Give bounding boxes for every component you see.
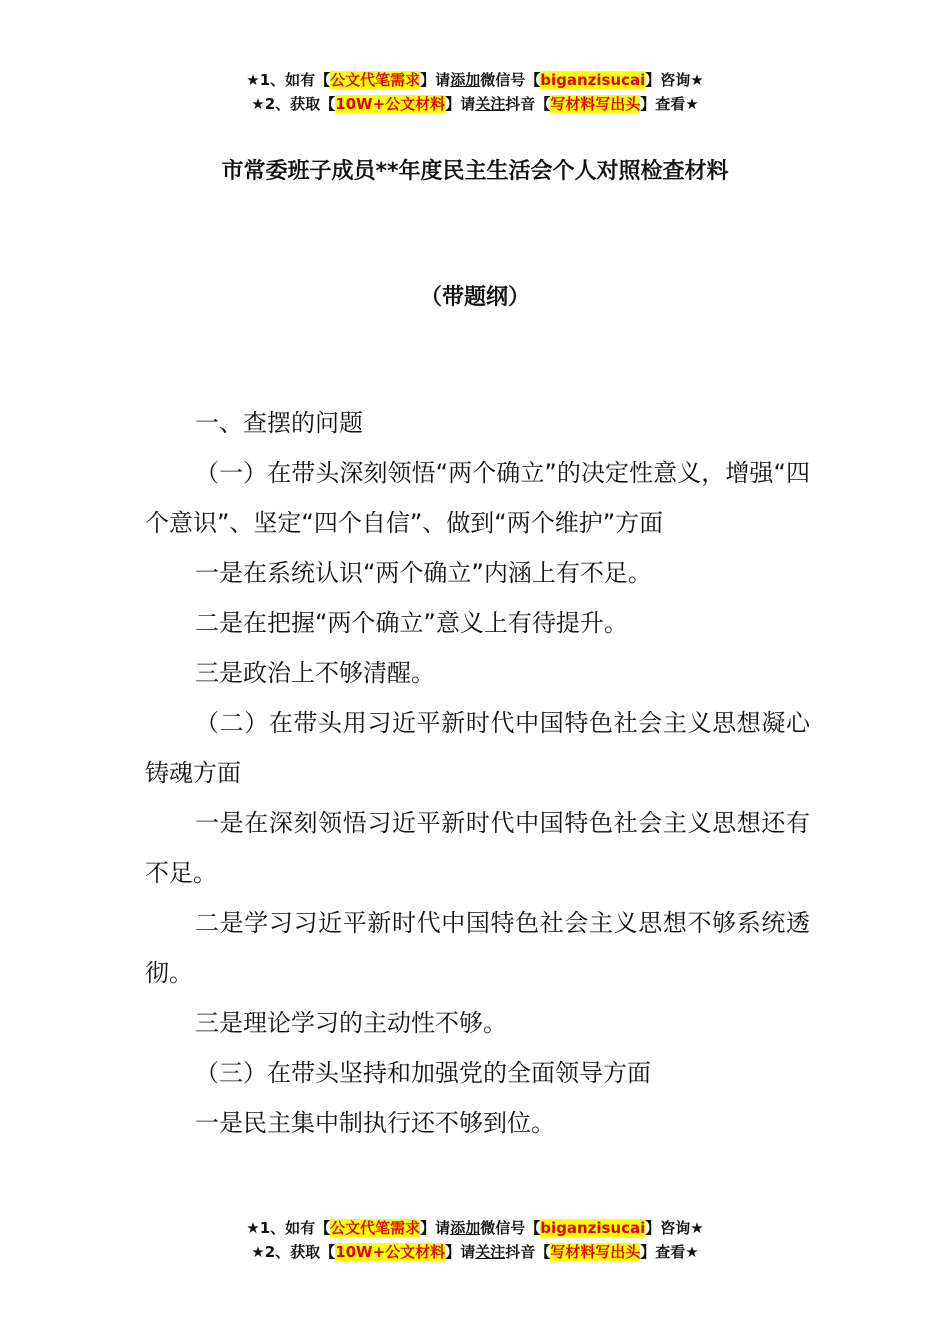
banner-text: 】请 (420, 1219, 451, 1237)
banner-text: ★1、如有【 (246, 71, 331, 89)
banner-underlined: 关注 (475, 1243, 506, 1261)
document-subtitle: （带题纲） (419, 285, 530, 310)
banner-wechat-id: biganzisucai (540, 1219, 646, 1237)
banner-highlight: 10W+公文材料 (335, 1243, 446, 1261)
paragraph: 三是理论学习的主动性不够。 (195, 1009, 507, 1037)
banner-wechat-id: biganzisucai (540, 71, 646, 89)
paragraph: 二是在把握“两个确立”意义上有待提升。 (195, 609, 628, 637)
footer-banner (0, 1216, 950, 1264)
banner-text: ★2、获取【 (251, 1243, 336, 1261)
banner-highlight: 公文代笔需求 (330, 71, 421, 89)
banner-text: 】查看★ (640, 95, 699, 113)
paragraph: 三是政治上不够清醒。 (195, 659, 435, 687)
banner-text: 抖音【 (505, 95, 551, 113)
banner-text: 微信号【 (480, 1219, 541, 1237)
banner-text: ★2、获取【 (251, 95, 336, 113)
paragraph: 一是在系统认识“两个确立”内涵上有不足。 (195, 559, 652, 587)
banner-underlined: 添加 (450, 71, 481, 89)
paragraph: 二是学习习近平新时代中国特色社会主义思想不够系统透彻。 (145, 909, 810, 987)
banner-text: 微信号【 (480, 71, 541, 89)
banner-text: ★1、如有【 (246, 1219, 331, 1237)
banner-line-1 (0, 1216, 950, 1240)
banner-text: 抖音【 (505, 1243, 551, 1261)
subsection-heading: （二）在带头用习近平新时代中国特色社会主义思想凝心铸魂方面 (145, 709, 810, 787)
banner-line-1 (0, 68, 950, 92)
document-body (145, 398, 810, 1148)
subsection-heading: （三）在带头坚持和加强党的全面领导方面 (195, 1059, 651, 1087)
banner-highlight: 写材料写出头 (550, 1243, 641, 1261)
banner-line-2 (0, 92, 950, 116)
subsection-heading: （一）在带头深刻领悟“两个确立”的决定性意义，增强“四个意识”、坚定“四个自信”、做到“两个维护”方面 (145, 459, 810, 537)
banner-underlined: 关注 (475, 95, 506, 113)
banner-text: 】请 (420, 71, 451, 89)
banner-highlight: 写材料写出头 (550, 95, 641, 113)
banner-line-2 (0, 1240, 950, 1264)
banner-text: 】请 (445, 1243, 476, 1261)
paragraph: 一是在深刻领悟习近平新时代中国特色社会主义思想还有不足。 (145, 809, 810, 887)
banner-underlined: 添加 (450, 1219, 481, 1237)
section-heading: 一、查摆的问题 (195, 409, 363, 437)
banner-text: 】咨询★ (645, 1219, 704, 1237)
document-title: 市常委班子成员**年度民主生活会个人对照检查材料 (221, 159, 729, 184)
banner-highlight: 公文代笔需求 (330, 1219, 421, 1237)
header-banner (0, 68, 950, 116)
paragraph: 一是民主集中制执行还不够到位。 (195, 1109, 555, 1137)
banner-text: 】查看★ (640, 1243, 699, 1261)
banner-text: 】咨询★ (645, 71, 704, 89)
banner-text: 】请 (445, 95, 476, 113)
banner-highlight: 10W+公文材料 (335, 95, 446, 113)
